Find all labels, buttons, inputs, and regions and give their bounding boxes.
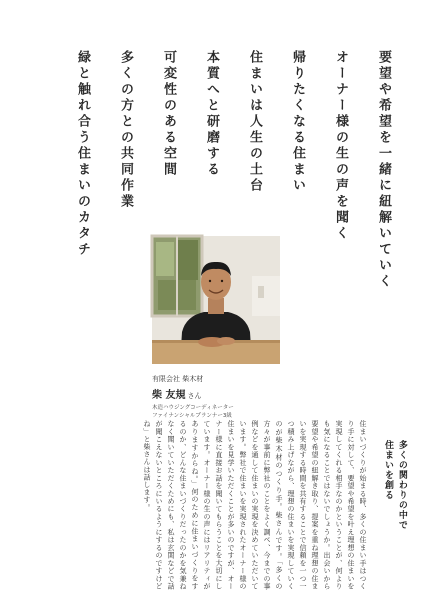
- headline-line-1: 要望や希望を一緒に紐解いていく: [376, 50, 391, 290]
- headline-line-5: 本質へと研磨する: [204, 50, 219, 178]
- person-name: 柴 友規: [152, 390, 186, 401]
- headline-line-7: 多くの方との共同作業: [118, 50, 133, 210]
- article-heading-line-1: 多くの関わりの中で: [396, 440, 407, 530]
- headline-line-4: 住まいは人生の土台: [247, 50, 262, 194]
- portrait-photo: [152, 236, 280, 364]
- person-honorific: さん: [187, 392, 202, 400]
- role-line-2: ファイナンシャルプランナー3級: [152, 413, 232, 420]
- portrait-illustration: [152, 236, 280, 364]
- role-line-1: 木造ハウジングコーディネーター: [152, 405, 234, 411]
- headline-line-8: 緑と触れ合う住まいのカタチ: [75, 50, 90, 258]
- headline-line-2: オーナー様の生の声を聞く: [333, 50, 348, 242]
- article-heading-line-2: 住まいを創る: [382, 440, 393, 500]
- headline-line-3: 帰りたくなる住まい: [290, 50, 305, 194]
- company-name: 有限会社 柴木材: [152, 375, 204, 383]
- article-body: 住まいづくりが始まる時、多くの住まい手はつくり手に対して、要望や希望を叶え理想の住まいを実現してくれる相手なのかということが、何よりも気になることではないでしょうか。出会いから要望や希望の紐解き取り、提案を重ね理想の住まいを実現する時間を共有することで信頼を一つ一つ積み上げながら、理想の住まいを実現していくのが柴木材のつくり手。柴さんです。「多くの方々が事前に弊社のことをよく調べ、今までの事例などを通して住まいの実現を決めていただいています。弊社で住まいを実現されたオーナー様の住まいを見学いただくことが多いのですが、オーナー様に直接お話を聞いてもらうことを大切にしています。オーナー様の生の声にはリアリティがありますからね。」何のために住まいづくりをするのか、どんな住まいづくりだったのかを気兼ねなく聞いていただくためにも、私は玄関などで話が聞こえないところにいるようにするのですけどね」と柴さんは話します。: [143, 420, 367, 590]
- article-heading: [380, 440, 408, 580]
- person-role: [152, 404, 292, 421]
- portrait-caption: [152, 374, 292, 421]
- person-name-row: [152, 386, 292, 401]
- headline-line-6: 可変性のある空間: [161, 50, 176, 178]
